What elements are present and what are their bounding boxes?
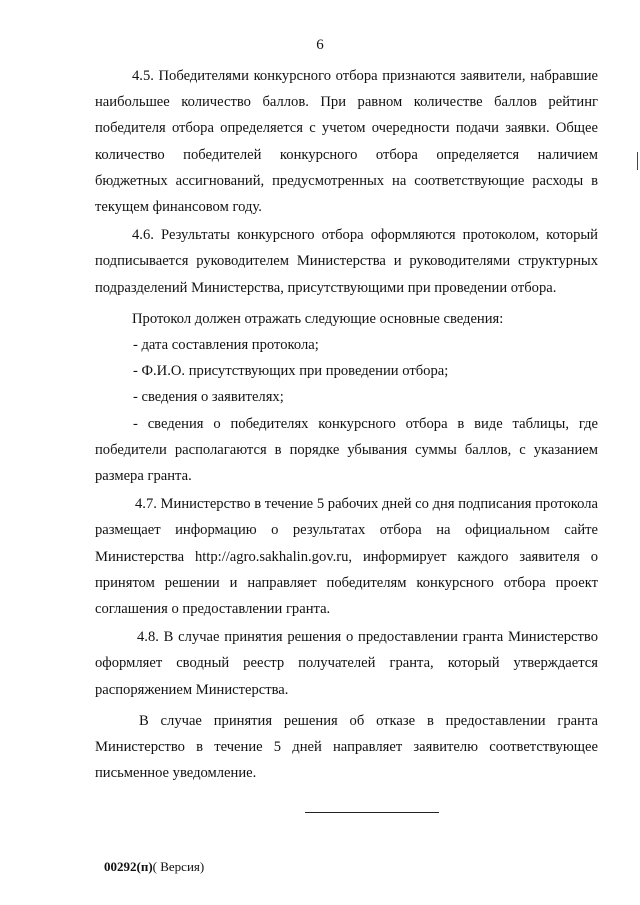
paragraph-4-6: 4.6. Результаты конкурсного отбора оформляются протоколом, который подписывается руководителем Министерства и руководителями структурных подразделений Министерства, присутствующими при проведении отбора. <box>95 227 598 296</box>
protocol-intro: Протокол должен отражать следующие основные сведения: <box>132 310 504 327</box>
paragraph-4-7: 4.7. Министерство в течение 5 рабочих дней со дня подписания протокола размещает информацию о результатах отбора на официальном сайте Министерства http://agro.sakhalin.gov.ru, информирует каждого заявителя о принятом решении и направляет победителям конкурсного отбора проект соглашения о предоставлении гранта. <box>95 496 598 618</box>
footer <box>104 858 204 876</box>
document-body <box>95 63 598 786</box>
signature-separator-line <box>305 812 439 813</box>
list-item-fio: - Ф.И.О. присутствующих при проведении отбора; <box>133 363 449 380</box>
list-item-date: - дата составления протокола; <box>133 337 319 354</box>
document-version: ( Версия) <box>152 859 205 874</box>
scan-edge-mark <box>637 152 638 170</box>
paragraph-4-8: 4.8. В случае принятия решения о предоставлении гранта Министерство оформляет сводный реестр получателей гранта, который утверждается распоряжением Министерства. <box>95 629 598 698</box>
list-item-applicants: - сведения о заявителях; <box>133 389 284 406</box>
document-code: 00292(п) <box>104 859 153 874</box>
page-number: 6 <box>316 37 324 53</box>
paragraph-4-5: 4.5. Победителями конкурсного отбора признаются заявители, набравшие наибольшее количество баллов. При равном количестве баллов рейтинг победителя отбора определяется с учетом очередности подачи заявки. Общее количество победителей конкурсного отбора определяется наличием бюджетных ассигнований, предусмотренных на соответствующие расходы в текущем финансовом году. <box>95 68 598 216</box>
list-item-winners: - сведения о победителях конкурсного отбора в виде таблицы, где победители располагаются в порядке убывания суммы баллов, с указанием размера гранта. <box>95 415 598 485</box>
paragraph-refusal: В случае принятия решения об отказе в предоставлении гранта Министерство в течение 5 дней направляет заявителю соответствующее письменное уведомление. <box>95 712 598 782</box>
